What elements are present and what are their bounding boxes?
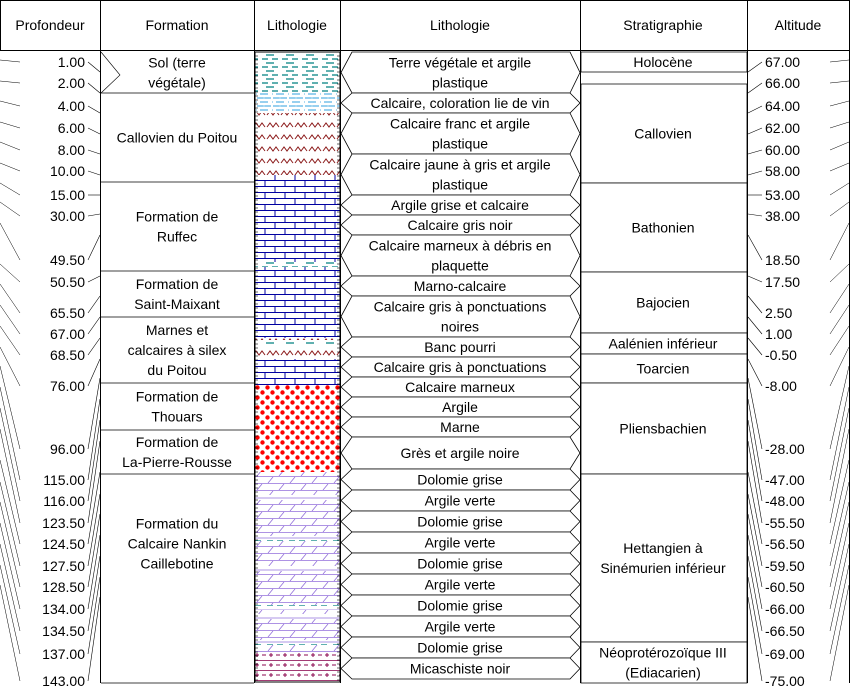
lithology-description: Calcaire marneux	[405, 379, 515, 395]
lithology-description: Argile	[442, 399, 478, 415]
formation-label: Callovien du Poitou	[116, 129, 238, 146]
stratigraphy-label: Bathonien	[631, 219, 695, 236]
lithology-description-line-1: Terre végétale et argile	[388, 54, 532, 71]
formation-label-line-2: Calcaire Nankin	[127, 535, 227, 552]
lithology-description-line-1: Calcaire franc et argile	[389, 115, 531, 132]
lithology-description-line-2: plastique	[431, 176, 489, 193]
depth-column	[0, 54, 100, 689]
altitude-label: 1.00	[765, 326, 793, 342]
lithology-description: Argile verte	[424, 492, 496, 509]
altitude-label: -8.00	[765, 378, 797, 394]
formation-label-line-1: Formation de	[135, 276, 219, 292]
lithology-block	[255, 652, 340, 682]
stratigraphy-label: Toarcien	[636, 360, 690, 377]
formation-label-line-1: Formation de	[135, 208, 219, 225]
lithology-description-line-2: noires	[440, 318, 480, 335]
depth-label: 49.50	[49, 252, 85, 268]
header-depth: Profondeur	[15, 17, 85, 33]
lithology-band	[255, 495, 340, 500]
lithology-description: Marno-calcaire	[413, 278, 507, 294]
altitude-label: -69.00	[765, 646, 805, 662]
depth-label: 123.50	[42, 515, 85, 531]
altitude-label: 66.00	[765, 75, 801, 91]
lithology-block	[255, 296, 340, 338]
altitude-label: -55.50	[765, 515, 805, 531]
formation-label-line-2: Thouars	[151, 408, 203, 425]
altitude-label: -48.00	[765, 493, 805, 509]
lithology-band	[255, 605, 340, 610]
formation-label-line-2: Ruffec	[156, 228, 198, 245]
lithology-column	[255, 52, 340, 682]
altitude-label: 64.00	[765, 98, 801, 114]
lithology-block	[255, 52, 340, 93]
depth-label: 137.00	[42, 646, 85, 662]
header-formation: Formation	[145, 17, 209, 33]
formation-label-line-2: calcaires à silex	[127, 342, 227, 358]
depth-label: 6.00	[57, 120, 85, 136]
depth-label: 67.00	[49, 326, 85, 342]
stratigraphy-box	[581, 474, 747, 642]
lithology-description: Micaschiste noir	[409, 660, 511, 677]
altitude-label: 53.00	[765, 187, 801, 203]
formation-label-line-3: Caillebotine	[140, 555, 214, 572]
stratigraphy-label-line-1: Hettangien à	[623, 540, 703, 556]
altitude-label: 67.00	[765, 54, 801, 70]
depth-label: 8.00	[57, 142, 85, 158]
formation-label-line-2: La-Pierre-Rousse	[122, 454, 232, 470]
stratigraphy-label: Aalénien inférieur	[608, 335, 718, 352]
lithology-description: Marne	[440, 419, 480, 435]
lithology-description-line-2: plastique	[431, 135, 489, 152]
depth-label: 134.00	[42, 601, 85, 617]
formation-label-line-1: Formation de	[135, 434, 219, 450]
lithology-description-line-1: Calcaire jaune à gris et argile	[369, 156, 551, 173]
depth-label: 1.00	[57, 54, 85, 70]
depth-label: 15.00	[49, 187, 85, 203]
altitude-column	[748, 54, 849, 689]
altitude-label: 62.00	[765, 120, 801, 136]
altitude-label: -47.00	[765, 472, 805, 488]
stratigraphy-label: Holocène	[633, 54, 693, 70]
depth-label: 127.50	[42, 558, 85, 574]
lithology-description: Argile verte	[424, 534, 496, 551]
lithology-description: Calcaire gris à ponctuations	[373, 359, 547, 375]
depth-label: 124.50	[42, 536, 85, 552]
lithology-band	[255, 340, 340, 345]
depth-label: 96.00	[49, 441, 85, 457]
altitude-label: -66.50	[765, 623, 805, 639]
formation-label-line-1: Sol (terre	[148, 54, 206, 71]
stratigraphy-label: Pliensbachien	[619, 420, 707, 437]
lithology-block	[255, 359, 340, 385]
lithology-description-line-2: plastique	[431, 74, 489, 91]
lithology-description: Argile verte	[424, 576, 496, 593]
formation-label-line-2: végétale)	[148, 74, 206, 91]
formation-label-line-1: Formation de	[135, 388, 219, 405]
altitude-label: -60.50	[765, 579, 805, 595]
altitude-label: -56.50	[765, 536, 805, 552]
altitude-label: 18.50	[765, 252, 801, 268]
lithology-band	[255, 640, 340, 645]
lithology-description: Dolomie grise	[417, 513, 503, 530]
header-lithology-column: Lithologie	[267, 17, 327, 33]
depth-label: 143.00	[42, 673, 85, 689]
altitude-label: -75.00	[765, 673, 805, 689]
lithology-block	[255, 175, 340, 276]
lithology-band	[255, 536, 340, 541]
altitude-label: 58.00	[765, 163, 801, 179]
stratigraphy-label: Callovien	[634, 125, 692, 142]
altitude-label: 38.00	[765, 208, 801, 224]
depth-label: 10.00	[49, 163, 85, 179]
depth-label: 134.50	[42, 623, 85, 639]
header-altitude: Altitude	[774, 17, 822, 33]
depth-label: 50.50	[49, 274, 85, 290]
depth-label: 2.00	[57, 75, 85, 91]
stratigraphy-label-line-1: Néoprotérozoïque III	[599, 644, 727, 661]
depth-label: 115.00	[43, 472, 85, 488]
lithology-description: Argile verte	[424, 618, 496, 635]
header-stratigraphy: Stratigraphie	[623, 17, 703, 33]
depth-label: 76.00	[49, 378, 85, 394]
formation-label-line-2: Saint-Maixant	[134, 296, 220, 312]
altitude-label: 2.50	[765, 305, 793, 321]
altitude-label: 17.50	[765, 274, 801, 290]
lithology-description: Dolomie grise	[417, 471, 503, 488]
lithology-description-line-1: Calcaire gris à ponctuations	[373, 298, 547, 315]
altitude-label: -66.00	[765, 601, 805, 617]
formation-label-line-1: Formation du	[135, 515, 219, 532]
lithology-block	[255, 385, 340, 472]
lithology-description: Calcaire gris noir	[407, 217, 513, 233]
lithology-block	[255, 93, 340, 113]
depth-label: 116.00	[43, 493, 85, 509]
lithology-description: Calcaire, coloration lie de vin	[370, 95, 550, 111]
depth-label: 65.50	[49, 305, 85, 321]
lithology-block	[255, 113, 340, 175]
formation-label-line-3: du Poitou	[147, 362, 207, 378]
depth-label: 128.50	[42, 579, 85, 595]
formation-column	[101, 52, 254, 683]
stratigraphy-label-line-2: (Ediacarien)	[625, 664, 701, 681]
lithology-description: Dolomie grise	[417, 555, 503, 572]
stratigraphy-label-line-2: Sinémurien inférieur	[600, 560, 726, 576]
lithology-description: Argile grise et calcaire	[391, 197, 529, 213]
formation-label-line-1: Marnes et	[145, 322, 209, 338]
altitude-label: 60.00	[765, 142, 801, 158]
lithology-description-line-2: plaquette	[431, 257, 489, 274]
stratigraphy-label: Bajocien	[636, 294, 690, 311]
lithology-description: Dolomie grise	[417, 597, 503, 614]
lithology-band	[255, 614, 340, 619]
depth-label: 4.00	[57, 98, 85, 114]
depth-label: 30.00	[49, 208, 85, 224]
header-lithology-description: Lithologie	[430, 17, 490, 33]
lithology-block	[255, 276, 340, 296]
lithology-description: Dolomie grise	[417, 639, 503, 656]
lithology-description-line-1: Calcaire marneux à débris en	[368, 237, 552, 254]
lithology-band	[255, 262, 340, 267]
lithology-band	[255, 566, 340, 571]
altitude-label: -0.50	[765, 347, 797, 363]
lithology-description-column	[341, 52, 580, 679]
lithology-description: Grès et argile noire	[400, 445, 520, 461]
altitude-label: -59.50	[765, 558, 805, 574]
stratigraphy-column	[581, 52, 747, 683]
altitude-label: -28.00	[765, 441, 805, 457]
depth-label: 68.50	[49, 347, 85, 363]
lithology-description: Banc pourri	[424, 339, 496, 355]
